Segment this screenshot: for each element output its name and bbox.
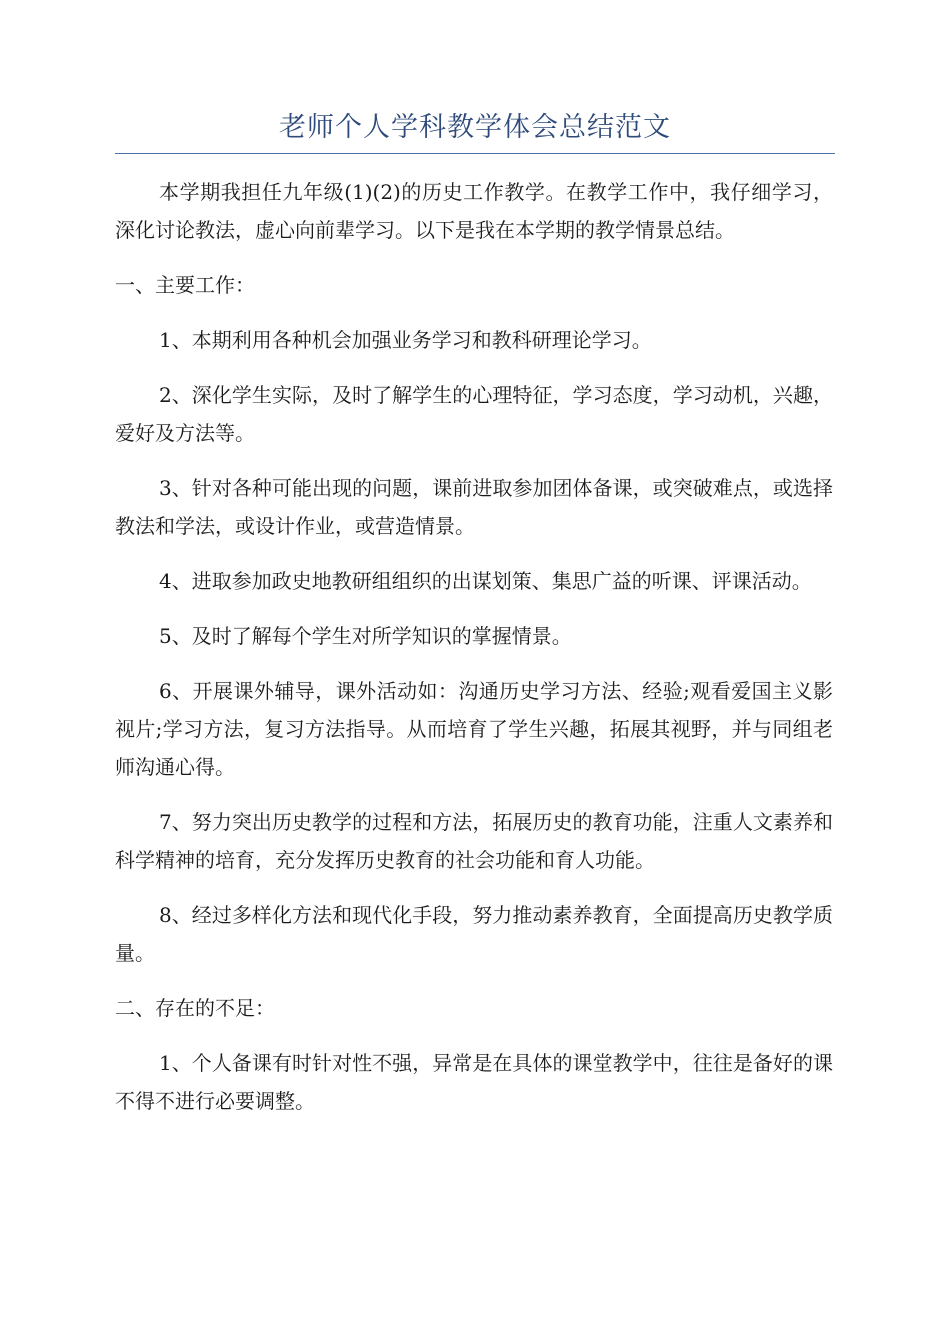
document-title: 老师个人学科教学体会总结范文 [279,112,671,143]
title-divider [115,153,835,154]
list-item: 7、努力突出历史教学的过程和方法，拓展历史的教育功能，注重人文素养和科学精神的培育，充分发挥历史教育的社会功能和育人功能。 [115,810,833,872]
list-item: 6、开展课外辅导，课外活动如：沟通历史学习方法、经验;观看爱国主义影视片;学习方法，复习方法指导。从而培育了学生兴趣，拓展其视野，并与同组老师沟通心得。 [115,679,833,779]
section-heading-shortcomings: 二、存在的不足： [115,996,275,1020]
list-item: 3、针对各种可能出现的问题，课前进取参加团体备课，或突破难点，或选择教法和学法，或设计作业，或营造情景。 [115,476,833,538]
document-body [115,173,833,1137]
list-item: 1、个人备课有时针对性不强，异常是在具体的课堂教学中，往往是备好的课不得不进行必要调整。 [115,1051,833,1113]
list-item: 5、及时了解每个学生对所学知识的掌握情景。 [159,624,572,648]
list-item: 1、本期利用各种机会加强业务学习和教科研理论学习。 [159,328,652,352]
section-heading-main-work: 一、主要工作： [115,273,255,297]
list-item: 2、深化学生实际，及时了解学生的心理特征，学习态度，学习动机，兴趣，爱好及方法等。 [115,383,833,445]
list-item: 4、进取参加政史地教研组组织的出谋划策、集思广益的听课、评课活动。 [159,569,812,593]
list-item: 8、经过多样化方法和现代化手段，努力推动素养教育，全面提高历史教学质量。 [115,903,833,965]
paragraph-intro: 本学期我担任九年级(1)(2)的历史工作教学。在教学工作中，我仔细学习，深化讨论教法，虚心向前辈学习。以下是我在本学期的教学情景总结。 [115,180,833,242]
